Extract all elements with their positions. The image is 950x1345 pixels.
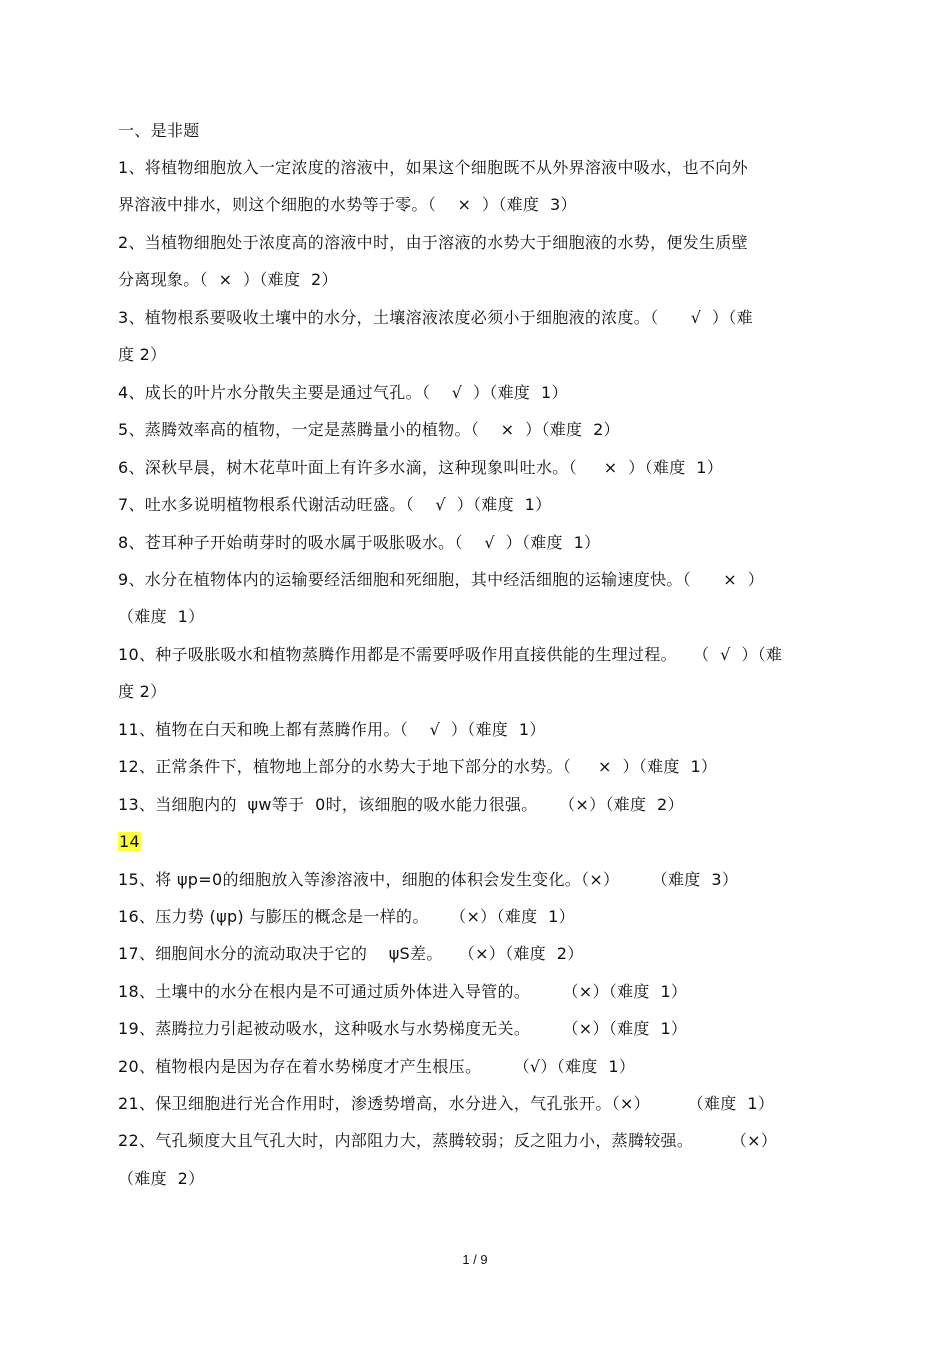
question-line: 22、气孔频度大且气孔大时，内部阻力大，蒸腾较弱；反之阻力小，蒸腾较强。 （×） — [118, 1131, 778, 1150]
question-line: 13、当细胞内的 ψw等于 0时，该细胞的吸水能力很强。 （×）（难度 2） — [118, 795, 684, 814]
question-line: 3、植物根系要吸收土壤中的水分，土壤溶液浓度必须小于细胞液的浓度。（ √ ）（难 — [118, 308, 753, 327]
question-line: 16、压力势 (ψp) 与膨压的概念是一样的。 （×）（难度 1） — [118, 907, 575, 926]
page-number: 1 / 9 — [462, 1252, 488, 1267]
question-line: 15、将 ψp=0的细胞放入等渗溶液中，细胞的体积会发生变化。（×） （难度 3） — [118, 870, 739, 889]
question-line: 8、苍耳种子开始萌芽时的吸水属于吸胀吸水。（ √ ）（难度 1） — [118, 533, 601, 552]
question-line: 18、土壤中的水分在根内是不可通过质外体进入导管的。 （×）（难度 1） — [118, 982, 688, 1001]
question-line: 20、植物根内是因为存在着水势梯度才产生根压。 （√）（难度 1） — [118, 1057, 636, 1076]
question-line: 9、水分在植物体内的运输要经活细胞和死细胞，其中经活细胞的运输速度快。（ × ） — [118, 570, 765, 589]
question-line: （难度 2） — [118, 1169, 205, 1188]
question-line: 5、蒸腾效率高的植物，一定是蒸腾量小的植物。（ × ）（难度 2） — [118, 420, 620, 439]
question-line: 11、植物在白天和晚上都有蒸腾作用。（ √ ）（难度 1） — [118, 720, 546, 739]
question-line: 10、种子吸胀吸水和植物蒸腾作用都是不需要呼吸作用直接供能的生理过程。 （ √ ）（难 — [118, 645, 783, 664]
question-line: 19、蒸腾拉力引起被动吸水，这种吸水与水势梯度无关。 （×）（难度 1） — [118, 1019, 688, 1038]
highlighted-number: 14 — [119, 832, 140, 851]
question-line: 度 2） — [118, 345, 167, 364]
question-line: 2、当植物细胞处于浓度高的溶液中时，由于溶液的水势大于细胞液的水势，便发生质壁 — [118, 233, 748, 252]
question-line: 12、正常条件下，植物地上部分的水势大于地下部分的水势。（ × ）（难度 1） — [118, 757, 718, 776]
question-line: 6、深秋早晨，树木花草叶面上有许多水滴，这种现象叫吐水。（ × ）（难度 1） — [118, 458, 724, 477]
question-line: 4、成长的叶片水分散失主要是通过气孔。（ √ ）（难度 1） — [118, 383, 568, 402]
question-line: 界溶液中排水，则这个细胞的水势等于零。（ × ）（难度 3） — [118, 195, 577, 214]
question-line: 度 2） — [118, 682, 167, 701]
question-line: （难度 1） — [118, 607, 205, 626]
question-line: 17、细胞间水分的流动取决于它的 ψS差。 （×）（难度 2） — [118, 944, 584, 963]
question-line — [118, 832, 141, 852]
section-title: 一、是非题 — [118, 121, 200, 140]
question-line: 7、吐水多说明植物根系代谢活动旺盛。（ √ ）（难度 1） — [118, 495, 552, 514]
question-line: 1、将植物细胞放入一定浓度的溶液中，如果这个细胞既不从外界溶液中吸水，也不向外 — [118, 158, 748, 177]
question-line: 21、保卫细胞进行光合作用时，渗透势增高，水分进入，气孔张开。（×） （难度 1） — [118, 1094, 775, 1113]
question-line: 分离现象。（ × ）（难度 2） — [118, 270, 338, 289]
